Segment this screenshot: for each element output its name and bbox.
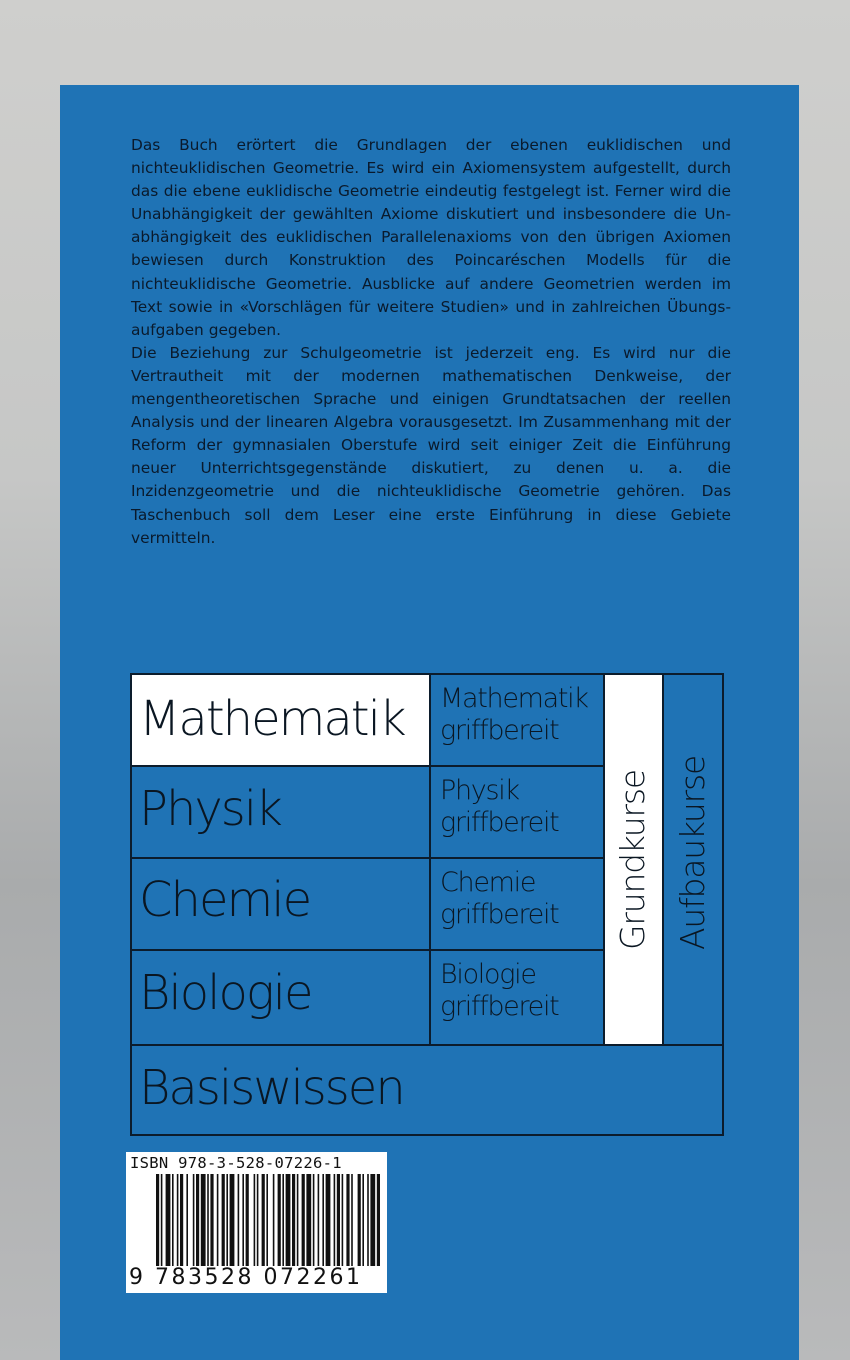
- barcode-bar: [351, 1174, 353, 1266]
- barcode-bar: [246, 1174, 249, 1266]
- griffbereit-label: [440, 867, 558, 931]
- ean-number: 9 783528 072261: [129, 1265, 363, 1290]
- barcode-bar: [302, 1174, 305, 1266]
- grundkurse-label: Grundkurse: [613, 770, 652, 950]
- barcode-bar: [377, 1174, 380, 1266]
- barcode-bar: [278, 1174, 281, 1266]
- subject-cell-biologie: [131, 950, 429, 1044]
- grid-line: [662, 673, 664, 1046]
- barcode-bar: [318, 1174, 320, 1266]
- subject-label: Biologie: [139, 965, 312, 1021]
- isbn-text: ISBN 978-3-528-07226-1: [130, 1154, 342, 1172]
- griffbereit-line2: griffbereit: [440, 715, 559, 746]
- blurb-paragraph-2: Die Beziehung zur Schulgeometrie ist jederzeit eng. Es wird nur die Vertrautheit mit der modernen mathematischen Denkweise, der mengentheoretischen Sprache und einigen Grundtatsachen der reellen Analysis und der linearen Algebra vorausgesetzt. Im Zusammenhang mit der Reform der gymnasialen Oberstufe wird seit einiger Zeit die Einführung neuer Unterrichtsgegenstände diskutiert, zu denen u. a. die Inzidenzgeometrie und die nichteuklidische Geometrie gehören. Das Taschenbuch soll dem Leser eine erste Einführung in diese Gebiete vermitteln.: [131, 343, 731, 547]
- barcode-bar: [257, 1174, 259, 1266]
- barcode-bar: [193, 1174, 195, 1266]
- barcode-bar: [313, 1174, 315, 1266]
- barcode-bar: [186, 1174, 188, 1266]
- barcode-bar: [238, 1174, 240, 1266]
- griffbereit-line1: Biologie: [440, 959, 536, 990]
- griffbereit-cell-mathematik: [431, 674, 603, 765]
- barcode-bar: [196, 1174, 199, 1266]
- barcode-bar: [207, 1174, 209, 1266]
- barcode-bar: [346, 1174, 349, 1266]
- barcode-bar: [156, 1174, 159, 1266]
- barcode-bar: [266, 1174, 268, 1266]
- aufbaukurse-label: Aufbaukurse: [673, 755, 712, 950]
- barcode-bar: [367, 1174, 369, 1266]
- subject-cell-chemie: [131, 858, 429, 949]
- subject-cell-physik: [131, 766, 429, 857]
- barcode-bar: [306, 1174, 311, 1266]
- subject-label: Mathematik: [139, 691, 405, 747]
- griffbereit-cell-chemie: [431, 858, 603, 949]
- barcode-bar: [297, 1174, 299, 1266]
- subject-cell-mathematik: [131, 674, 429, 765]
- barcode-bar: [358, 1174, 361, 1266]
- barcode-bar: [172, 1174, 174, 1266]
- barcode-bar: [337, 1174, 340, 1266]
- barcode-bar: [177, 1174, 179, 1266]
- barcode-bar: [286, 1174, 291, 1266]
- griffbereit-line1: Mathematik: [440, 683, 588, 714]
- grid-line: [603, 673, 605, 1046]
- barcode-bar: [322, 1174, 324, 1266]
- barcode-bar: [292, 1174, 295, 1266]
- griffbereit-label: [440, 959, 558, 1023]
- barcode-bar: [282, 1174, 284, 1266]
- griffbereit-line2: griffbereit: [440, 991, 559, 1022]
- basiswissen-label: Basiswissen: [139, 1060, 404, 1116]
- subject-label: Physik: [139, 781, 281, 837]
- griffbereit-line2: griffbereit: [440, 899, 559, 930]
- barcode-bar: [222, 1174, 225, 1266]
- barcode-bar: [273, 1174, 275, 1266]
- barcode-bar: [242, 1174, 244, 1266]
- barcode-bar: [180, 1174, 183, 1266]
- griffbereit-cell-physik: [431, 766, 603, 857]
- blurb-paragraph-1: Das Buch erörtert die Grundlagen der ebenen euklidischen und nichteuklidischen Geometrie. Es wird ein Axiomensystem aufgestellt, durch das die ebene euklidische Geometrie eindeutig festgelegt ist. Ferner wird die Unabhängigkeit der gewählten Axiome diskutiert und insbesondere die Unabhängigkeit des euklidischen Parallelenaxioms von den übrigen Axiomen bewiesen durch Konstruktion des Poincaréschen Modells für die nichteuklidische Geometrie. Ausblicke auf andere Geometrien werden im Text sowie in «Vorschlägen für weitere Studien» und in zahlreichen Übungsaufgaben gegeben.: [131, 136, 731, 339]
- barcode-bar: [217, 1174, 219, 1266]
- griffbereit-label: [440, 775, 558, 839]
- barcode-bar: [334, 1174, 336, 1266]
- barcode-box: [126, 1152, 387, 1293]
- grid-line: [130, 1134, 724, 1136]
- barcode-bar: [210, 1174, 213, 1266]
- griffbereit-cell-biologie: [431, 950, 603, 1044]
- griffbereit-line1: Chemie: [440, 867, 536, 898]
- grid-line: [722, 673, 724, 1136]
- barcode-bar: [262, 1174, 265, 1266]
- barcode-bar: [161, 1174, 163, 1266]
- barcode-bar: [362, 1174, 364, 1266]
- griffbereit-label: [440, 683, 588, 747]
- griffbereit-line1: Physik: [440, 775, 519, 806]
- subject-label: Chemie: [139, 872, 311, 928]
- barcode-bar: [230, 1174, 235, 1266]
- griffbereit-line2: griffbereit: [440, 807, 559, 838]
- barcode-bar: [166, 1174, 171, 1266]
- barcode-bar: [326, 1174, 331, 1266]
- blurb-text: [131, 134, 731, 550]
- barcode-bar: [201, 1174, 206, 1266]
- barcode-bar: [226, 1174, 228, 1266]
- barcode-bar: [370, 1174, 375, 1266]
- barcode-bar: [342, 1174, 344, 1266]
- basiswissen-cell: [131, 1046, 722, 1134]
- barcode-bar: [254, 1174, 256, 1266]
